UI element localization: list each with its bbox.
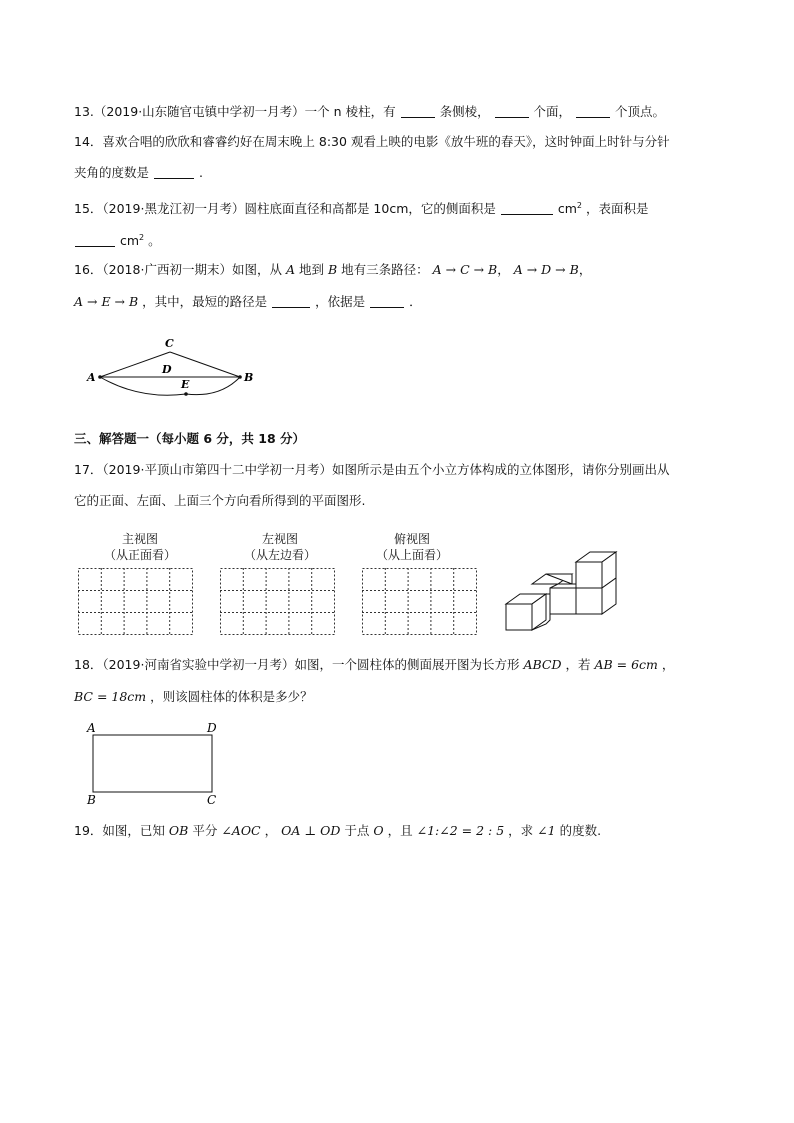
front-view-grid[interactable] — [78, 568, 194, 636]
point-a — [98, 375, 102, 379]
q15-unit: cm — [557, 201, 577, 217]
q16-path: A → D → B — [513, 262, 579, 277]
q13-text: 棱柱，有 — [345, 104, 396, 119]
view-sub: （从上面看） — [375, 548, 448, 562]
point-b — [238, 375, 242, 379]
q16-path: A → E → B — [74, 294, 139, 309]
q18-bc: BC = 18cm — [74, 689, 147, 704]
question-15-line1 — [74, 197, 649, 218]
view-name: 主视图 — [121, 532, 158, 546]
q16-point: B — [327, 262, 338, 277]
answer-blank[interactable] — [501, 202, 553, 215]
cube-solid-figure — [502, 548, 622, 634]
label-a: A — [87, 371, 96, 384]
label-b: B — [244, 371, 254, 384]
q13-text: 个面， — [533, 104, 572, 119]
path-aeb — [100, 377, 240, 395]
q16-path: A → C → B — [432, 262, 498, 277]
front-view-label — [90, 531, 190, 563]
top-view-label — [362, 531, 462, 563]
q15-text: 15．（2019·黑龙江初一月考）圆柱底面直径和高都是 10cm，它的侧面积是 — [74, 201, 496, 217]
question-18-line2 — [74, 688, 313, 706]
label-a: A — [87, 721, 96, 735]
question-13 — [74, 103, 665, 121]
question-18-line1 — [74, 656, 674, 674]
path-ac — [100, 352, 170, 377]
question-19 — [74, 822, 601, 840]
point-e — [184, 392, 188, 396]
q15-unit: cm — [119, 233, 140, 249]
question-15-line2 — [74, 229, 161, 250]
q16-text: 地有三条路径： — [341, 262, 429, 277]
q19-text: 19．如图，已知 — [74, 823, 165, 838]
label-e: E — [181, 378, 190, 391]
q19-text: 平分 — [192, 823, 218, 838]
q16-text: ． — [409, 294, 422, 309]
answer-blank[interactable] — [370, 295, 404, 308]
q18-ab: AB = 6cm — [594, 657, 658, 672]
q13-text: 个顶点。 — [615, 104, 666, 119]
q13-text: 条侧棱， — [439, 104, 490, 119]
label-b: B — [87, 793, 96, 807]
q16-paths-figure — [80, 332, 270, 404]
rectangle-abcd — [93, 735, 212, 792]
q15-sup: 2 — [139, 233, 145, 242]
top-view-grid[interactable] — [362, 568, 478, 636]
label-c: C — [207, 793, 217, 807]
q18-rect: ABCD — [523, 657, 562, 672]
answer-blank[interactable] — [75, 234, 115, 247]
answer-blank[interactable] — [495, 105, 529, 118]
q19-math: ∠1 — [537, 823, 556, 838]
question-14-line2 — [74, 164, 203, 182]
q16-text: 地到 — [298, 262, 324, 277]
q13-text: 13.（2019·山东随官屯镇中学初一月考）一个 — [74, 104, 330, 119]
q13-n: n — [333, 104, 342, 119]
label-d: D — [207, 721, 217, 735]
q15-sup: 2 — [576, 201, 582, 210]
q19-math: OA ⊥ OD — [281, 823, 341, 838]
q19-text: ，且 — [387, 823, 413, 838]
q14-text: . — [198, 165, 203, 180]
q15-text: ，表面积是 — [585, 201, 649, 217]
view-sub: （从正面看） — [103, 548, 176, 562]
q16-text: ，其中，最短的路径是 — [142, 294, 268, 309]
q18-text: ，若 — [565, 657, 591, 672]
left-view-label — [230, 531, 330, 563]
q19-text: ，求 — [508, 823, 534, 838]
q14-text: 夹角的度数是 — [74, 165, 150, 180]
question-16-line1: 16．（2018·广西初一期末）如图，从 A 地到 B 地有三条路径： A → C → B， A → D → B， — [74, 262, 592, 277]
section-title: 三、解答题一（每小题 6 分，共 18 分） — [74, 431, 306, 446]
view-name: 俯视图 — [393, 532, 430, 546]
q19-math: OB — [168, 823, 189, 838]
q18-text: 18．（2019·河南省实验中学初一月考）如图，一个圆柱体的侧面展开图为长方形 — [74, 657, 520, 672]
q19-math: O — [373, 823, 384, 838]
q19-text: 于点 — [344, 823, 370, 838]
label-d: D — [162, 363, 172, 376]
left-view-grid[interactable] — [220, 568, 336, 636]
q16-point: A — [285, 262, 295, 277]
q18-rectangle-figure — [82, 720, 222, 810]
q19-text: 的度数. — [559, 823, 602, 838]
answer-blank[interactable] — [154, 166, 194, 179]
q15-text: 。 — [148, 233, 161, 249]
q16-text: ，依据是 — [315, 294, 366, 309]
answer-blank[interactable] — [401, 105, 435, 118]
q18-text: ，则该圆柱体的体积是多少？ — [150, 689, 313, 704]
view-name: 左视图 — [261, 532, 298, 546]
q19-math: ∠1:∠2 = 2 : 5 — [416, 823, 505, 838]
answer-blank[interactable] — [576, 105, 610, 118]
q16-text: 16．（2018·广西初一期末）如图，从 — [74, 262, 282, 277]
q18-text: ， — [661, 657, 675, 672]
answer-blank[interactable] — [272, 295, 310, 308]
path-cb — [170, 352, 240, 377]
question-16-line2 — [74, 293, 422, 311]
question-17-line1: 17．（2019·平顶山市第四十二中学初一月考）如图所示是由五个小立方体构成的立体图形，请你分别画出从 — [74, 462, 670, 477]
question-17-line2: 它的正面、左面、上面三个方向看所得到的平面图形. — [74, 493, 366, 508]
view-sub: （从左边看） — [243, 548, 316, 562]
label-c: C — [165, 337, 174, 350]
q19-math: ∠AOC — [221, 823, 261, 838]
question-14-line1: 14．喜欢合唱的欣欣和睿睿约好在周末晚上 8:30 观看上映的电影《放牛班的春天》，这时钟面上时针与分针 — [74, 134, 670, 149]
q19-text: ， — [264, 823, 278, 838]
